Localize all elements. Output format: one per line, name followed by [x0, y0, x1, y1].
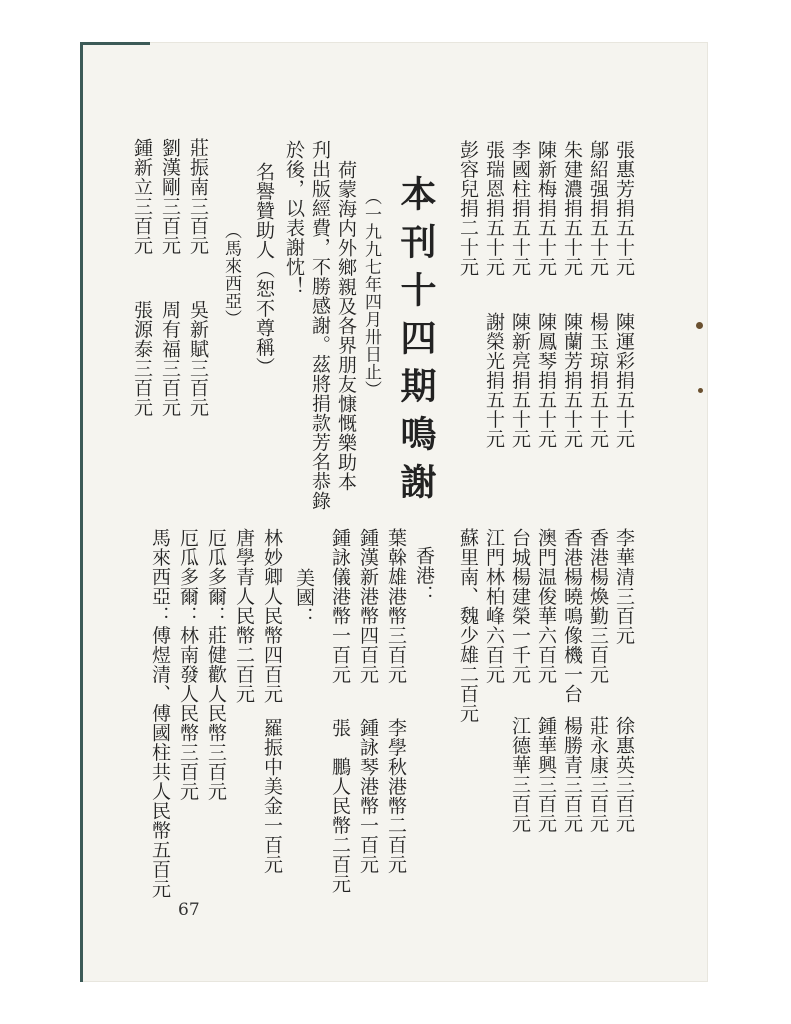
donor-entry: 朱建濃捐五十元 [561, 140, 583, 277]
intro-line: 荷蒙海内外鄉親及各界朋友慷慨樂助本 [335, 160, 357, 492]
page-title: 本刊十四期鳴謝 [395, 175, 437, 511]
donor-entry: 彭容兒捐二十元 [457, 140, 479, 277]
donor-entry: 楊勝青三百元 [561, 716, 583, 833]
donor-entry: 厄瓜多爾：林南發人民幣三百元 [177, 528, 199, 801]
intro-line: 刋出版經費，不勝感謝。茲將捐款芳名恭錄 [309, 140, 331, 511]
donor-entry: 李學秋港幣二百元 [385, 718, 407, 874]
donor-entry: 葉榦雄港幣三百元 [385, 528, 407, 684]
region-label: 香港： [413, 546, 435, 605]
intro-line: 於後，以表謝忱！ [283, 140, 305, 296]
donor-entry: 徐惠英三百元 [613, 716, 635, 833]
donor-entry: 陳新梅捐五十元 [535, 140, 557, 277]
donor-entry: 謝榮光捐五十元 [483, 312, 505, 449]
region-label: （馬來西亞） [221, 222, 241, 327]
donor-entry: 唐學青人民幣二百元 [233, 528, 255, 704]
donor-entry: 楊玉琼捐五十元 [587, 312, 609, 449]
donor-entry: 香港楊煥勤三百元 [587, 528, 609, 684]
donor-entry: 陳鳳琴捐五十元 [535, 312, 557, 449]
donor-entry: 江門林柏峰六百元 [483, 528, 505, 684]
donor-entry: 鍾漢新港幣四百元 [357, 528, 379, 684]
donor-entry: 張 鵬人民幣二百元 [329, 718, 351, 894]
donor-entry: 蘇里南、魏少雄二百元 [457, 528, 479, 723]
donor-entry: 李華清三百元 [613, 528, 635, 645]
page-number: 67 [178, 900, 200, 920]
donor-entry: 鍾華興三百元 [535, 716, 557, 833]
donor-entry: 陳運彩捐五十元 [613, 312, 635, 449]
donor-entry: 張瑞恩捐五十元 [483, 140, 505, 277]
donor-entry: 鍾詠琴港幣一百元 [357, 718, 379, 874]
donor-entry: 江德華三百元 [509, 716, 531, 833]
donor-entry: 劉漢剛三百元 [159, 138, 181, 255]
donor-entry: 張惠芳捐五十元 [613, 140, 635, 277]
donor-entry: 莊振南三百元 [187, 138, 209, 255]
donor-entry: 陳新亮捐五十元 [509, 312, 531, 449]
page-edge-top [80, 42, 150, 45]
donor-entry: 台城楊建榮一千元 [509, 528, 531, 684]
donor-entry: 鍾新立三百元 [131, 138, 153, 255]
donor-entry: 張源泰三百元 [131, 300, 153, 417]
donor-entry: 林妙卿人民幣四百元 [261, 528, 283, 704]
donor-entry: 澳門温俊華六百元 [535, 528, 557, 684]
donor-entry: 鍾詠儀港幣一百元 [329, 528, 351, 684]
sponsor-heading: 名譽贊助人（恕不尊稱） [253, 162, 275, 377]
donor-entry: 莊永康三百元 [587, 716, 609, 833]
donor-entry: 吳新賦三百元 [187, 300, 209, 417]
donor-entry: 厄瓜多爾：莊健歡人民幣三百元 [205, 528, 227, 801]
donor-entry: 香港楊曉鳴像機一台 [561, 528, 583, 704]
donor-entry: 陳蘭芳捐五十元 [561, 312, 583, 449]
scan-speck [698, 388, 703, 393]
donor-entry: 李國柱捐五十元 [509, 140, 531, 277]
region-label: 美國： [293, 568, 315, 627]
date-note: （一九九七年四月卅日止） [361, 188, 381, 398]
scan-speck [696, 322, 703, 329]
donor-entry: 周有福三百元 [159, 300, 181, 417]
page-edge [80, 42, 83, 982]
donor-entry: 羅振中美金一百元 [261, 718, 283, 874]
donor-entry: 馬來西亞：傅煜清、傅國柱共人民幣五百元 [149, 528, 171, 899]
donor-entry: 鄔紹强捐五十元 [587, 140, 609, 277]
